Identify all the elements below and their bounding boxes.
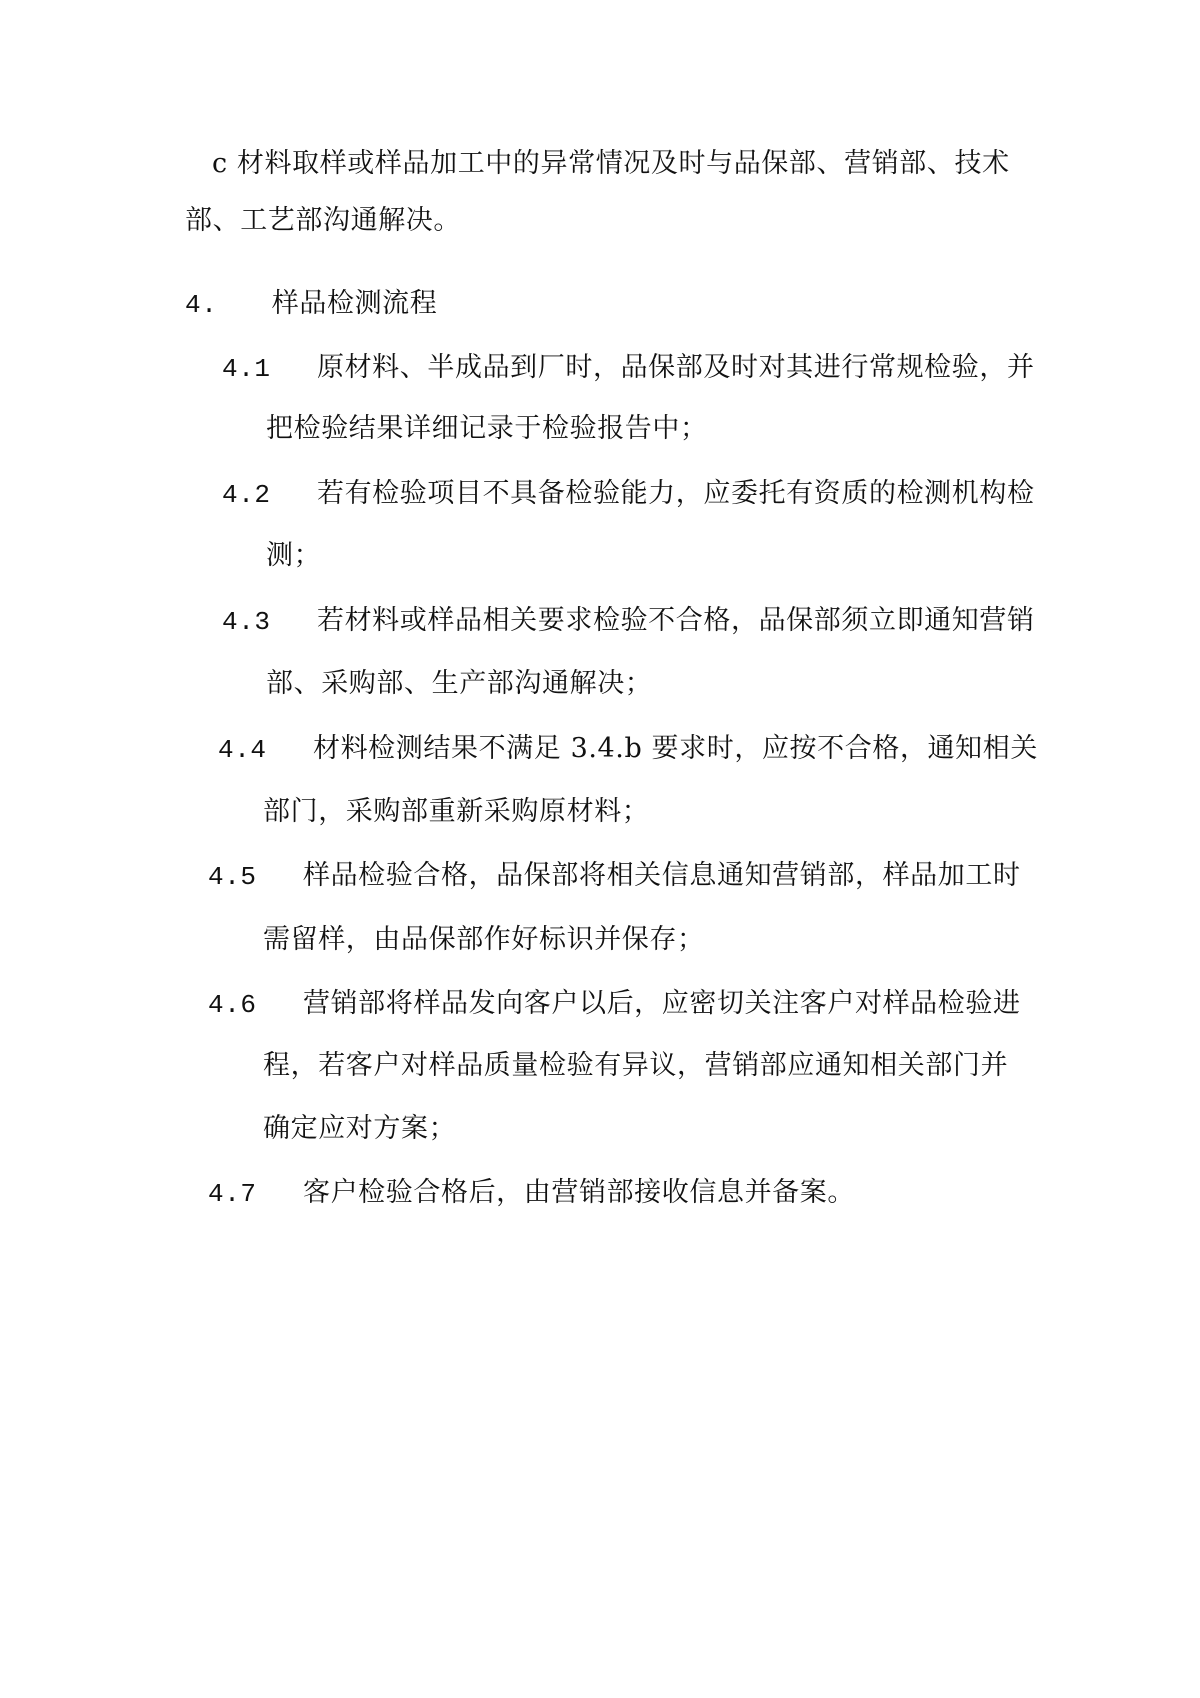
item-continuation: 程，若客户对样品质量检验有异议，营销部应通知相关部门并 <box>263 1050 1009 1081</box>
item-number: 4.4 <box>218 735 267 765</box>
intro-line-1: c 材料取样或样品加工中的异常情况及时与品保部、营销部、技术 <box>212 148 1010 179</box>
list-item-line <box>222 605 1035 638</box>
list-item-line <box>208 860 1021 893</box>
item-continuation: 把检验结果详细记录于检验报告中； <box>266 413 708 444</box>
section-number: 4. <box>185 290 218 320</box>
item-number: 4.5 <box>208 862 257 892</box>
list-item-line <box>208 1177 855 1210</box>
list-item-line <box>218 733 1038 766</box>
item-text: 若材料或样品相关要求检验不合格，品保部须立即通知营销 <box>316 605 1035 636</box>
item-text: 客户检验合格后，由营销部接收信息并备案。 <box>302 1177 855 1208</box>
item-number: 4.6 <box>208 990 257 1020</box>
item-number: 4.2 <box>222 480 271 510</box>
item-number: 4.7 <box>208 1179 257 1209</box>
item-continuation: 需留样，由品保部作好标识并保存； <box>263 924 705 955</box>
list-item-line <box>208 988 1021 1021</box>
item-number: 4.1 <box>222 354 271 384</box>
item-continuation: 确定应对方案； <box>263 1113 457 1144</box>
item-continuation: 部门，采购部重新采购原材料； <box>263 796 650 827</box>
list-item-line <box>222 352 1035 385</box>
item-text: 样品检验合格，品保部将相关信息通知营销部，样品加工时 <box>302 860 1021 891</box>
item-continuation: 测； <box>266 540 322 571</box>
list-item-line <box>222 478 1035 511</box>
section-title: 样品检测流程 <box>271 288 438 319</box>
item-text: 若有检验项目不具备检验能力，应委托有资质的检测机构检 <box>316 478 1035 509</box>
item-continuation: 部、采购部、生产部沟通解决； <box>266 668 653 699</box>
item-number: 4.3 <box>222 607 271 637</box>
item-text: 营销部将样品发向客户以后，应密切关注客户对样品检验进 <box>302 988 1021 1019</box>
section-heading <box>185 288 437 321</box>
item-text: 材料检测结果不满足 3.4.b 要求时，应按不合格，通知相关 <box>312 733 1038 764</box>
intro-line-2: 部、工艺部沟通解决。 <box>185 205 461 236</box>
item-text: 原材料、半成品到厂时，品保部及时对其进行常规检验，并 <box>316 352 1035 383</box>
